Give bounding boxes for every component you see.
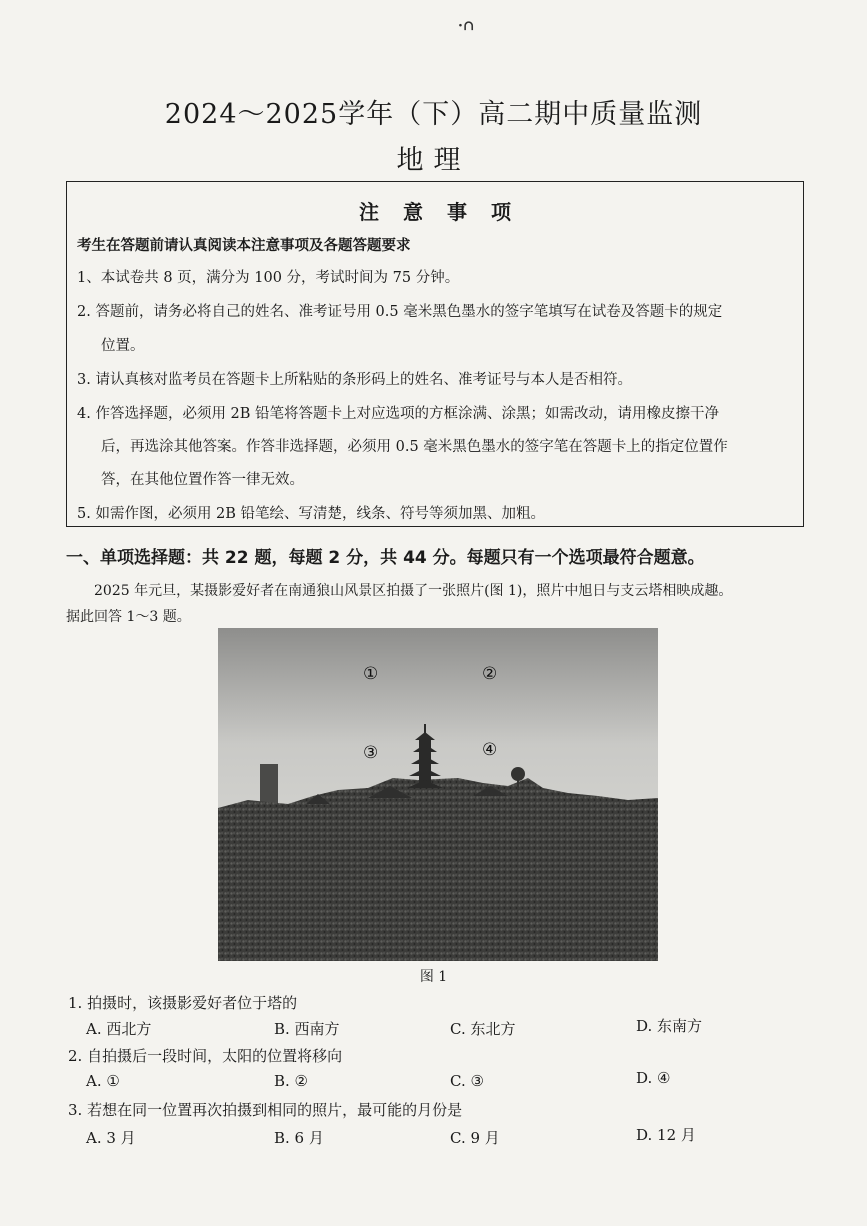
- notice-line-2b: 位置。: [101, 338, 145, 354]
- exam-title: 2024～2025学年（下）高二期中质量监测: [164, 99, 703, 130]
- question-3-option-c: C. 9 月: [450, 1129, 500, 1147]
- marker-2: ②: [482, 664, 498, 684]
- notice-line-5: 5. 如需作图，必须用 2B 铅笔绘、写清楚，线条、符号等须加黑、加粗。: [77, 506, 546, 522]
- exam-subject: 地理: [396, 145, 471, 176]
- question-1-option-d: D. 东南方: [636, 1017, 703, 1035]
- notice-line-1: 1、本试卷共 8 页，满分为 100 分，考试时间为 75 分钟。: [77, 270, 460, 286]
- question-1-option-a: A. 西北方: [86, 1020, 152, 1038]
- question-3-option-b: B. 6 月: [274, 1129, 324, 1147]
- notice-intro: 考生在答题前请认真阅读本注意事项及各题答题要求: [77, 238, 411, 254]
- marker-3: ③: [363, 743, 379, 763]
- notice-line-3: 3. 请认真核对监考员在答题卡上所粘贴的条形码上的姓名、准考证号与本人是否相符。: [77, 372, 632, 388]
- notice-box: [66, 181, 804, 527]
- question-3-option-d: D. 12 月: [636, 1126, 696, 1144]
- question-2-stem: 2. 自拍摄后一段时间，太阳的位置将移向: [68, 1047, 343, 1065]
- notice-line-4b: 后，再选涂其他答案。作答非选择题，必须用 0.5 毫米黑色墨水的签字笔在答题卡上的指定位置作: [101, 439, 728, 455]
- question-2-option-c: C. ③: [450, 1072, 484, 1090]
- question-2-option-d: D. ④: [636, 1069, 671, 1087]
- figure-caption: 图 1: [419, 969, 448, 985]
- top-mark: ·∩: [458, 18, 475, 34]
- intro-line-1: 2025 年元旦，某摄影爱好者在南通狼山风景区拍摄了一张照片(图 1)，照片中旭日与支云塔相映成趣。: [94, 583, 733, 599]
- marker-4: ④: [482, 740, 498, 760]
- question-1-option-b: B. 西南方: [274, 1020, 340, 1038]
- pagoda-photo-image: [218, 628, 658, 961]
- section-heading: 一、单项选择题：共 22 题，每题 2 分，共 44 分。每题只有一个选项最符合题意。: [66, 548, 705, 568]
- notice-line-4: 4. 作答选择题，必须用 2B 铅笔将答题卡上对应选项的方框涂满、涂黑；如需改动，请用橡皮擦干净: [77, 406, 720, 422]
- figure-photo: [218, 628, 658, 961]
- notice-title: 注意事项: [359, 200, 535, 224]
- notice-line-2: 2. 答题前，请务必将自己的姓名、准考证号用 0.5 毫米黑色墨水的签字笔填写在试卷及答题卡的规定: [77, 304, 723, 320]
- intro-line-2: 据此回答 1～3 题。: [66, 609, 191, 625]
- question-2-option-b: B. ②: [274, 1072, 309, 1090]
- marker-1: ①: [363, 664, 379, 684]
- question-1-option-c: C. 东北方: [450, 1020, 516, 1038]
- question-3-stem: 3. 若想在同一位置再次拍摄到相同的照片，最可能的月份是: [68, 1101, 463, 1119]
- question-2-option-a: A. ①: [86, 1072, 120, 1090]
- question-3-option-a: A. 3 月: [86, 1129, 136, 1147]
- notice-line-4c: 答，在其他位置作答一律无效。: [101, 472, 304, 488]
- question-1-stem: 1. 拍摄时，该摄影爱好者位于塔的: [68, 994, 298, 1012]
